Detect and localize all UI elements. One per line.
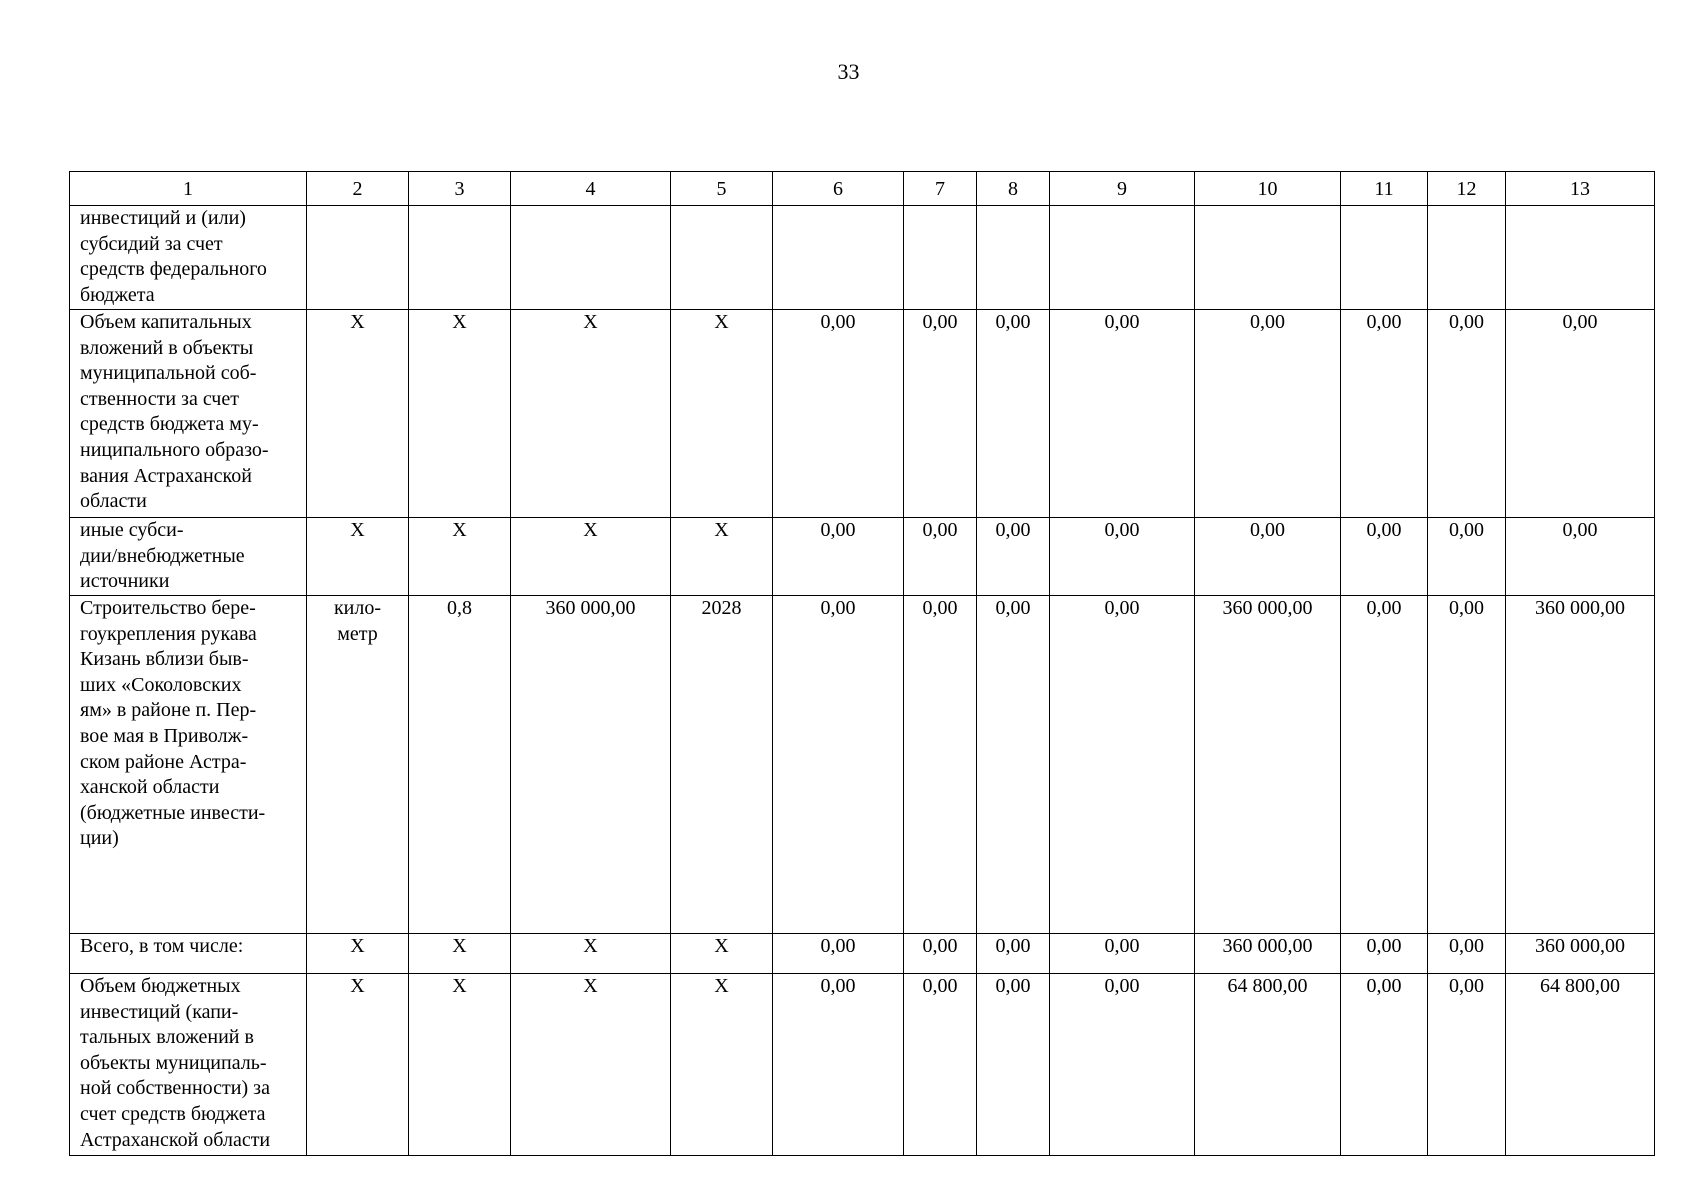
table-cell: 0,00 — [1341, 974, 1428, 1156]
unit-cell — [307, 310, 409, 518]
table-cell: 0,00 — [977, 596, 1050, 934]
table-cell — [409, 206, 511, 310]
column-header: 1 — [70, 172, 307, 206]
table-cell: 0,00 — [904, 596, 977, 934]
table-cell: 2028 — [671, 596, 773, 934]
table-row — [70, 596, 1655, 934]
table-cell: 0,00 — [904, 974, 977, 1156]
table-cell: 0,00 — [1341, 596, 1428, 934]
table-header-row — [70, 172, 1655, 206]
unit-cell — [307, 596, 409, 934]
table-cell: 0,00 — [1428, 596, 1506, 934]
column-header: 10 — [1195, 172, 1341, 206]
table-cell: X — [671, 974, 773, 1156]
table-cell: X — [671, 310, 773, 518]
row-label-line: области — [80, 490, 147, 513]
table-cell — [773, 206, 904, 310]
row-label-line: Всего, в том числе: — [80, 935, 244, 957]
unit-line: X — [350, 935, 365, 957]
table-cell — [1050, 206, 1195, 310]
table-cell: 0,00 — [904, 934, 977, 974]
table-cell: X — [511, 310, 671, 518]
row-label-cell — [70, 934, 307, 974]
unit-line: метр — [337, 622, 378, 645]
table-cell: 0,00 — [1341, 310, 1428, 518]
table-cell: 0,00 — [1050, 974, 1195, 1156]
row-label-line: гоукрепления рукава — [80, 622, 257, 645]
table-cell: 0,00 — [1506, 310, 1655, 518]
row-label-line: муниципальной соб- — [80, 362, 257, 385]
row-label-cell — [70, 206, 307, 310]
table-cell: 360 000,00 — [1195, 596, 1341, 934]
table-cell: 0,00 — [977, 974, 1050, 1156]
table-cell — [1506, 206, 1655, 310]
table-cell: 0,00 — [1428, 934, 1506, 974]
row-label-line: ции) — [80, 827, 119, 850]
table-cell: 0,00 — [1050, 596, 1195, 934]
row-label-line: Строительство бере- — [80, 597, 256, 619]
column-header: 8 — [977, 172, 1050, 206]
column-header: 3 — [409, 172, 511, 206]
table-cell — [1341, 206, 1428, 310]
row-label-line: инвестиций и (или) — [80, 207, 246, 229]
table-cell: 0,00 — [977, 310, 1050, 518]
table-cell: X — [671, 518, 773, 596]
table-cell: 0,00 — [1428, 310, 1506, 518]
row-label-line: средств бюджета му- — [80, 413, 259, 436]
table-cell: 64 800,00 — [1195, 974, 1341, 1156]
table-cell: 0,00 — [773, 974, 904, 1156]
row-label-line: Астраханской области — [80, 1128, 271, 1151]
table-cell: X — [511, 934, 671, 974]
row-label-line: бюджета — [80, 283, 155, 306]
unit-cell — [307, 206, 409, 310]
table-body — [70, 206, 1655, 1156]
table-row — [70, 934, 1655, 974]
unit-cell — [307, 934, 409, 974]
row-label-line: вания Астраханской — [80, 464, 252, 487]
table-cell: 0,00 — [1195, 310, 1341, 518]
row-label-line: ханской области — [80, 776, 220, 799]
row-label-line: тальных вложений в — [80, 1026, 254, 1049]
table-row — [70, 206, 1655, 310]
row-label-line: Объем капитальных — [80, 311, 252, 333]
table-cell: X — [511, 518, 671, 596]
column-header: 2 — [307, 172, 409, 206]
row-label-line: ском районе Астра- — [80, 750, 247, 773]
table-cell: 0,00 — [904, 310, 977, 518]
table-cell — [904, 206, 977, 310]
row-label-line: ям» в районе п. Пер- — [80, 699, 257, 722]
table-cell: 0,00 — [977, 934, 1050, 974]
table-cell: 360 000,00 — [511, 596, 671, 934]
table-cell: 0,00 — [1050, 310, 1195, 518]
budget-table — [69, 171, 1655, 1156]
table-cell: 0,00 — [1341, 934, 1428, 974]
column-header: 9 — [1050, 172, 1195, 206]
unit-line: кило- — [333, 597, 382, 619]
row-label-line: Объем бюджетных — [80, 975, 241, 997]
table-cell: 0,00 — [1506, 518, 1655, 596]
row-label-line: Кизань вблизи быв- — [80, 648, 249, 671]
table-row — [70, 310, 1655, 518]
unit-line: X — [350, 311, 365, 333]
column-header: 6 — [773, 172, 904, 206]
column-header: 5 — [671, 172, 773, 206]
table-row — [70, 518, 1655, 596]
table-cell: 0,00 — [977, 518, 1050, 596]
table-cell: 360 000,00 — [1506, 596, 1655, 934]
row-label-line: иные субси- — [80, 519, 184, 541]
table-cell — [511, 206, 671, 310]
table-cell: 0,00 — [1195, 518, 1341, 596]
row-label-line: вое мая в Приволж- — [80, 724, 249, 747]
table-row — [70, 974, 1655, 1156]
table-cell: X — [409, 518, 511, 596]
table-cell: 360 000,00 — [1195, 934, 1341, 974]
row-label-line: ственности за счет — [80, 387, 239, 410]
row-label-line: объекты муниципаль- — [80, 1051, 267, 1074]
row-label-line: (бюджетные инвести- — [80, 801, 266, 824]
row-label-line: счет средств бюджета — [80, 1102, 266, 1125]
table-cell: 0,00 — [1428, 518, 1506, 596]
table-cell: X — [409, 974, 511, 1156]
unit-cell — [307, 518, 409, 596]
row-label-line: вложений в объекты — [80, 336, 254, 359]
row-label-cell — [70, 974, 307, 1156]
table-cell: 360 000,00 — [1506, 934, 1655, 974]
table-cell: X — [409, 934, 511, 974]
row-label-cell — [70, 596, 307, 934]
table-cell: X — [511, 974, 671, 1156]
table-cell: 0,00 — [1050, 934, 1195, 974]
table-cell — [671, 206, 773, 310]
column-header: 13 — [1506, 172, 1655, 206]
table-cell — [1428, 206, 1506, 310]
table-cell: 0,00 — [773, 934, 904, 974]
column-header: 12 — [1428, 172, 1506, 206]
page-number: 33 — [837, 59, 860, 84]
row-label-line: ной собственности) за — [80, 1077, 270, 1100]
table-cell — [1195, 206, 1341, 310]
row-label-line: дии/внебюджетные — [80, 544, 245, 567]
row-label-line: ниципального образо- — [80, 438, 269, 461]
row-label-cell — [70, 310, 307, 518]
column-header: 4 — [511, 172, 671, 206]
row-label-line: источники — [80, 570, 170, 593]
unit-cell — [307, 974, 409, 1156]
row-label-line: средств федерального — [80, 258, 267, 281]
column-header: 7 — [904, 172, 977, 206]
table-cell: 0,00 — [904, 518, 977, 596]
unit-line: X — [350, 519, 365, 541]
table-cell: 0,00 — [773, 310, 904, 518]
table-cell: 0,00 — [1428, 974, 1506, 1156]
table-cell: X — [409, 310, 511, 518]
table-cell: 0,00 — [1050, 518, 1195, 596]
row-label-cell — [70, 518, 307, 596]
row-label-line: субсидий за счет — [80, 232, 223, 255]
table-cell — [977, 206, 1050, 310]
column-header: 11 — [1341, 172, 1428, 206]
table-cell: 0,8 — [409, 596, 511, 934]
table-cell: 64 800,00 — [1506, 974, 1655, 1156]
table-cell: 0,00 — [773, 518, 904, 596]
table-cell: X — [671, 934, 773, 974]
unit-line: X — [350, 975, 365, 997]
row-label-line: инвестиций (капи- — [80, 1000, 239, 1023]
table-cell: 0,00 — [1341, 518, 1428, 596]
table-cell: 0,00 — [773, 596, 904, 934]
row-label-line: ших «Соколовских — [80, 673, 242, 696]
